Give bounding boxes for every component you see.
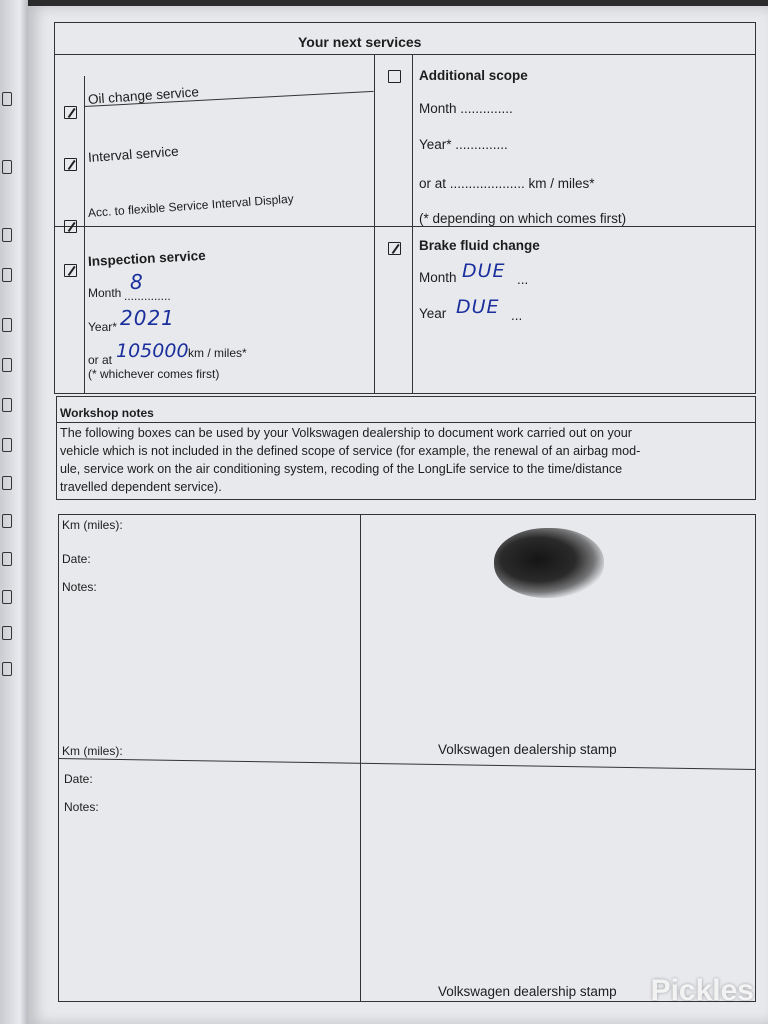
entry-2-stamp-label: Volkswagen dealership stamp: [438, 984, 617, 999]
workshop-text-line: travelled dependent service).: [60, 480, 222, 494]
inspection-month-value: 8: [130, 270, 144, 294]
brake-fluid-year-value: DUE: [456, 296, 500, 318]
additional-km: or at .................... km / miles*: [419, 176, 595, 191]
workshop-entries-grid: [58, 514, 756, 1002]
inspection-month-label: Month: [88, 286, 122, 300]
inspection-unit: km / miles*: [188, 346, 247, 360]
service-booklet-page: Your next services Oil change service Interval service Acc. to flexible Service Interval Display Additional scope Month .............. Year* .............. or at .................... km / miles* (* depending on which comes first) Inspection service Month .............. 8 Year* 2021 or at 105000 km / miles* (* whichever comes first) Brake fluid change Month DUE ... Year DUE ... Workshop notes The following boxes can be used by your Volkswagen dealership to document work carried out on your vehicle which is not included in the defined scope of service (for example, the renewal of an airbag mod- ule, service work on the air conditioning system, recoding of the LongLife service to the time/distance travelled dependent service). Km (miles): Date: Notes: Volkswagen dealership stamp Km (miles): Date: Notes: Volkswagen dealership stamp: [28, 6, 768, 1024]
brake-fluid-month-label: Month: [419, 270, 457, 285]
entry-2-notes-label: Notes:: [64, 800, 99, 814]
brake-fluid-year-label: Year: [419, 306, 447, 321]
additional-year: Year* ..............: [419, 137, 508, 152]
edge-checkbox: [2, 228, 12, 242]
inspection-year-value: 2021: [120, 306, 175, 330]
entry-1-stamp-label: Volkswagen dealership stamp: [438, 742, 617, 757]
inspection-note: (* whichever comes first): [88, 367, 220, 381]
additional-scope-checkbox[interactable]: [388, 70, 401, 83]
edge-checkbox: [2, 662, 12, 676]
entry-2-date-label: Date:: [64, 772, 93, 786]
inspection-km-value: 105000: [116, 340, 189, 362]
inspection-or-at-label: or at: [88, 353, 113, 367]
brake-fluid-title: Brake fluid change: [419, 238, 540, 253]
additional-note: (* depending on which comes first): [419, 211, 627, 226]
oil-change-label: Oil change service: [87, 84, 200, 107]
edge-checkbox: [2, 552, 12, 566]
additional-month: Month ..............: [419, 101, 513, 116]
watermark-logo: Pickles: [650, 974, 754, 1007]
edge-checkbox: [2, 590, 12, 604]
flexible-interval-label: Acc. to flexible Service Interval Display: [87, 191, 295, 220]
workshop-notes-title: Workshop notes: [60, 406, 154, 420]
entry-1-notes-label: Notes:: [62, 580, 97, 594]
flexible-interval-checkbox[interactable]: [64, 220, 77, 233]
edge-checkbox: [2, 92, 12, 106]
workshop-text-line: ule, service work on the air conditioning system, recoding of the LongLife service to the time/distance: [60, 462, 623, 476]
edge-checkbox: [2, 318, 12, 332]
entry-1-km-label: Km (miles):: [62, 518, 123, 532]
previous-page-edge: [0, 0, 28, 1024]
brake-fluid-month-value: DUE: [462, 260, 506, 282]
interval-service-label: Interval service: [87, 143, 180, 165]
edge-checkbox: [2, 268, 12, 282]
edge-checkbox: [2, 358, 12, 372]
section-title: Your next services: [298, 34, 422, 50]
inspection-title: Inspection service: [87, 247, 207, 269]
dealer-stamp-ink: [494, 528, 604, 598]
entry-1-date-label: Date:: [62, 552, 91, 566]
brake-fluid-checkbox[interactable]: [388, 242, 401, 255]
edge-checkbox: [2, 514, 12, 528]
workshop-text-line: The following boxes can be used by your Volkswagen dealership to document work carried out on your: [60, 426, 632, 440]
inspection-year-label: Year*: [88, 320, 117, 334]
workshop-text-line: vehicle which is not included in the defined scope of service (for example, the renewal of an airbag mod-: [60, 444, 641, 458]
edge-checkbox: [2, 438, 12, 452]
edge-checkbox: [2, 398, 12, 412]
oil-change-checkbox[interactable]: [64, 106, 77, 119]
edge-checkbox: [2, 626, 12, 640]
inspection-checkbox[interactable]: [64, 264, 77, 277]
interval-service-checkbox[interactable]: [64, 158, 77, 171]
edge-checkbox: [2, 160, 12, 174]
edge-checkbox: [2, 476, 12, 490]
entry-2-km-label: Km (miles):: [62, 744, 123, 758]
additional-scope-title: Additional scope: [419, 68, 528, 83]
